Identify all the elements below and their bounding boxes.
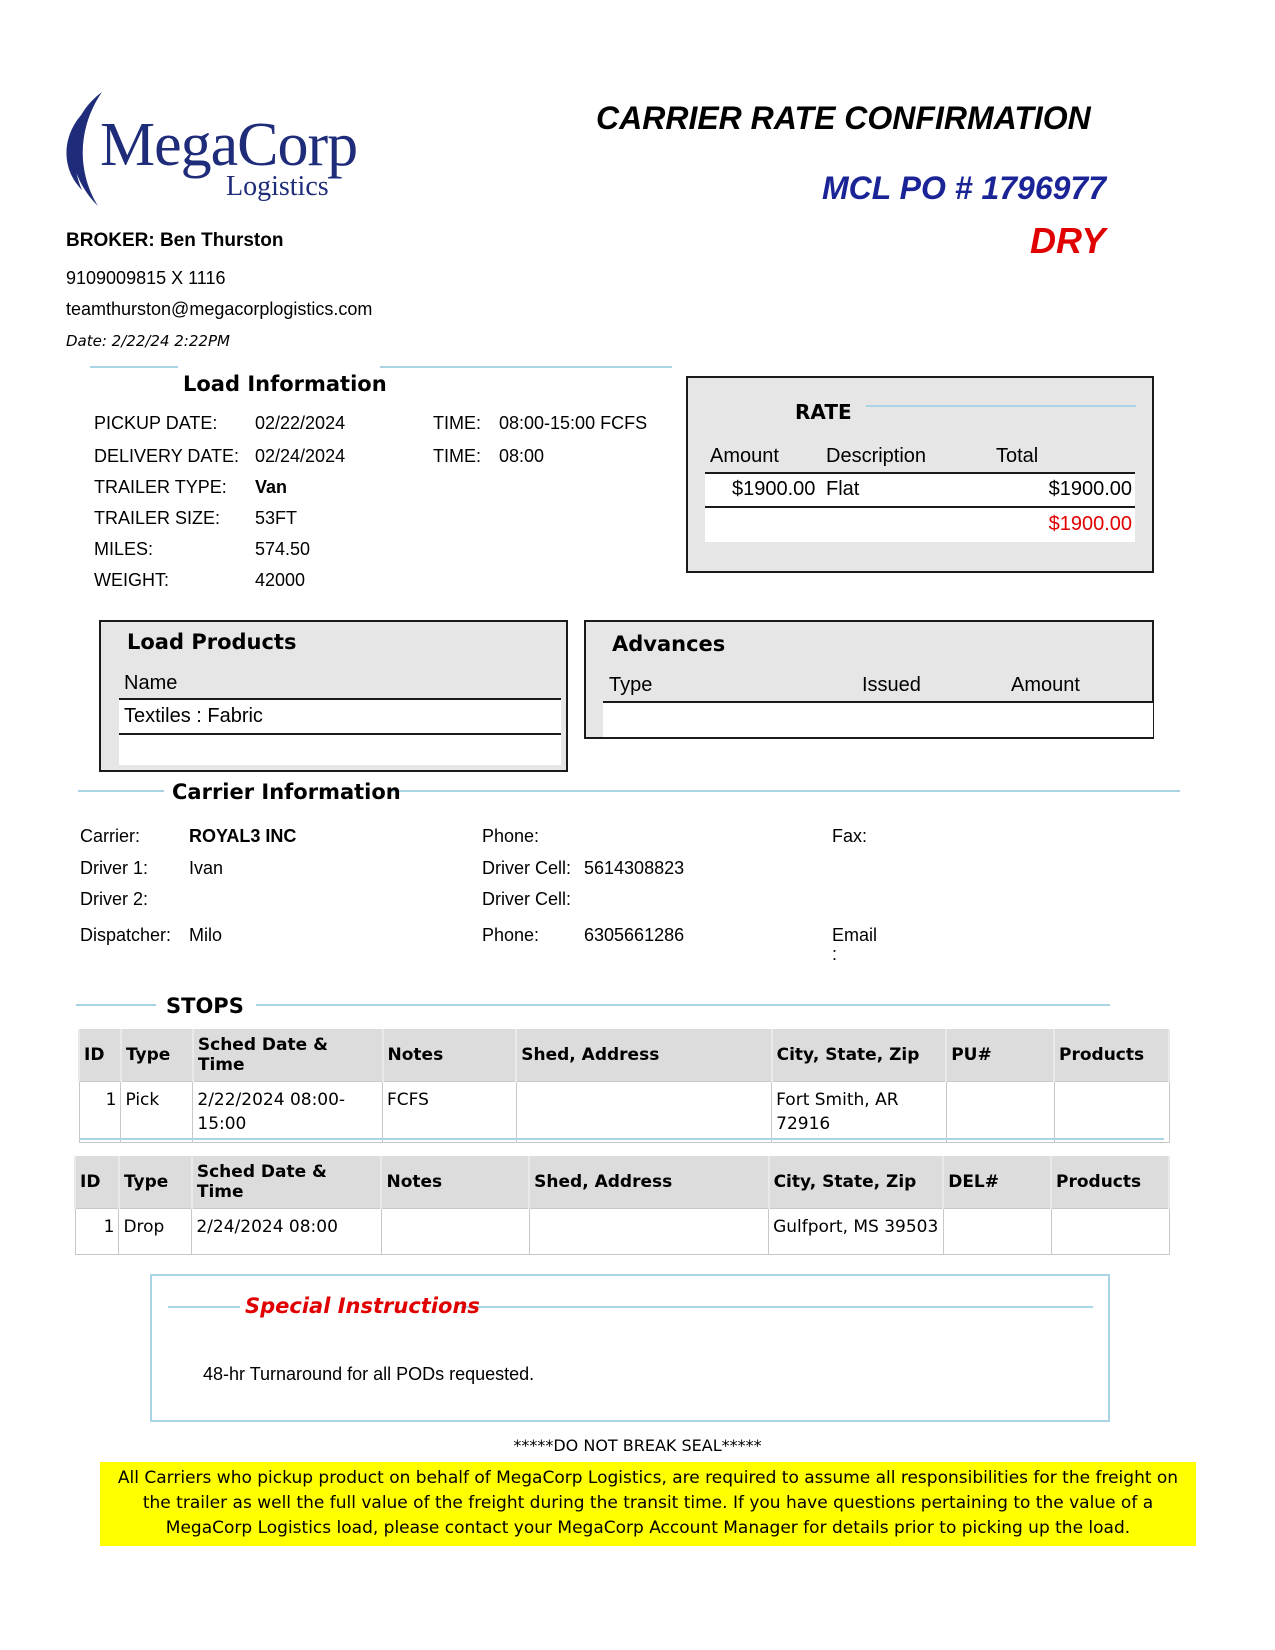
carrier-info-heading: Carrier Information [172, 780, 401, 804]
load-type-badge: DRY [1030, 220, 1106, 261]
table-row [79, 1082, 1169, 1143]
rate-col-total: Total [996, 445, 1039, 467]
table-row [75, 1209, 1169, 1255]
load-products-heading: Load Products [127, 630, 297, 654]
rate-row-amount: $1900.00 [732, 478, 816, 500]
carrier-responsibility-notice: All Carriers who pickup product on behalf of MegaCorp Logistics, are required to assume all responsibilities for the freight on the trailer as well the full value of the freight during the transit time. If you have questions pertaining to the value of a MegaCorp Logistics load, please contact your MegaCorp Account Manager for details prior to picking up the load. [100, 1462, 1196, 1546]
cell-sched: 2/22/2024 08:00-15:00 [193, 1082, 383, 1143]
logo-sub-text: Logistics [226, 171, 329, 202]
email-colon: : [832, 944, 838, 964]
trailer-size-label: TRAILER SIZE: [94, 508, 221, 528]
product-row-empty [119, 735, 561, 765]
divider [256, 1004, 1110, 1006]
stops-heading: STOPS [166, 994, 244, 1018]
delivery-time: 08:00 [499, 446, 545, 466]
col-address: Shed, Address [529, 1156, 768, 1209]
col-id: ID [75, 1156, 119, 1209]
broker-phone: 9109009815 X 1116 [66, 268, 226, 288]
delivery-date: 02/24/2024 [255, 446, 346, 466]
document-title: CARRIER RATE CONFIRMATION [596, 100, 1091, 136]
trailer-type-label: TRAILER TYPE: [94, 477, 227, 497]
rate-row-description: Flat [826, 478, 860, 500]
col-del: DEL# [943, 1156, 1051, 1209]
cell-address [529, 1209, 768, 1255]
product-item: Textiles : Fabric [124, 705, 263, 727]
dispatcher-label: Dispatcher: [80, 925, 172, 945]
cell-notes [381, 1209, 529, 1255]
pick-stops-table [78, 1029, 1170, 1143]
advances-heading: Advances [612, 632, 726, 656]
cell-city: Gulfport, MS 39503 [769, 1209, 944, 1255]
weight: 42000 [255, 570, 306, 590]
miles: 574.50 [255, 539, 311, 559]
products-col-name: Name [124, 672, 178, 694]
pickup-date: 02/22/2024 [255, 413, 346, 433]
col-type: Type [121, 1029, 193, 1082]
cell-id: 1 [79, 1082, 121, 1143]
dispatcher-phone: 6305661286 [584, 925, 685, 945]
divider [168, 1306, 240, 1308]
cell-products [1051, 1209, 1169, 1255]
driver1-name: Ivan [189, 858, 224, 878]
col-products: Products [1054, 1029, 1169, 1082]
seal-warning: *****DO NOT BREAK SEAL***** [513, 1436, 762, 1455]
col-address: Shed, Address [516, 1029, 771, 1082]
broker-name: Ben Thurston [159, 230, 284, 251]
po-number: MCL PO # 1796977 [822, 170, 1107, 206]
trailer-size: 53FT [255, 508, 298, 528]
rate-heading: RATE [795, 400, 852, 424]
col-sched: Sched Date & Time [193, 1029, 383, 1082]
cell-id: 1 [75, 1209, 119, 1255]
divider [392, 790, 1180, 792]
driver2-cell-label: Driver Cell: [482, 889, 572, 909]
driver2-label: Driver 2: [80, 889, 149, 909]
drop-stops-table [74, 1156, 1170, 1255]
divider [461, 1306, 1093, 1308]
email-label: Email [832, 925, 878, 945]
weight-label: WEIGHT: [94, 570, 169, 590]
divider [76, 1004, 156, 1006]
special-instructions-heading: Special Instructions [245, 1294, 480, 1318]
pickup-time-label: TIME: [433, 413, 481, 433]
driver1-cell-label: Driver Cell: [482, 858, 572, 878]
cell-sched: 2/24/2024 08:00 [192, 1209, 382, 1255]
delivery-date-label: DELIVERY DATE: [94, 446, 240, 466]
col-type: Type [119, 1156, 192, 1209]
document-date: Date: 2/22/24 2:22PM [66, 332, 230, 350]
cell-city: Fort Smith, AR 72916 [772, 1082, 947, 1143]
divider [90, 366, 178, 368]
delivery-time-label: TIME: [433, 446, 481, 466]
miles-label: MILES: [94, 539, 154, 559]
cell-type: Pick [121, 1082, 193, 1143]
pickup-date-label: PICKUP DATE: [94, 413, 218, 433]
rate-row-total: $1900.00 [1048, 478, 1132, 500]
special-instructions-text: 48-hr Turnaround for all PODs requested. [203, 1364, 535, 1384]
advances-col-issued: Issued [862, 674, 921, 696]
pickup-time: 08:00-15:00 FCFS [499, 413, 648, 433]
rate-col-amount: Amount [710, 445, 779, 467]
carrier-label: Carrier: [80, 826, 141, 846]
dispatcher-phone-label: Phone: [482, 925, 540, 945]
dispatcher-name: Milo [189, 925, 223, 945]
cell-products [1054, 1082, 1169, 1143]
load-info-heading: Load Information [183, 372, 387, 396]
divider [80, 1138, 1164, 1140]
rate-col-description: Description [826, 445, 927, 467]
divider [380, 366, 672, 368]
driver1-cell: 5614308823 [584, 858, 685, 878]
trailer-type: Van [255, 477, 288, 497]
col-city: City, State, Zip [772, 1029, 947, 1082]
carrier-name: ROYAL3 INC [189, 826, 297, 846]
company-logo [54, 90, 384, 210]
advances-row-empty [603, 703, 1153, 737]
col-id: ID [79, 1029, 121, 1082]
table-header-row [75, 1156, 1169, 1209]
broker-email: teamthurston@megacorplogistics.com [66, 299, 373, 319]
col-notes: Notes [383, 1029, 517, 1082]
cell-type: Drop [119, 1209, 192, 1255]
cell-del [943, 1209, 1051, 1255]
cell-address [516, 1082, 771, 1143]
broker-label: BROKER: [66, 230, 155, 251]
col-city: City, State, Zip [769, 1156, 944, 1209]
broker-line [66, 230, 283, 252]
col-sched: Sched Date & Time [192, 1156, 382, 1209]
divider [78, 790, 164, 792]
cell-notes: FCFS [383, 1082, 517, 1143]
col-notes: Notes [381, 1156, 529, 1209]
driver1-label: Driver 1: [80, 858, 149, 878]
col-products: Products [1051, 1156, 1169, 1209]
rate-grand-total: $1900.00 [1048, 513, 1132, 535]
carrier-fax-label: Fax: [832, 826, 868, 846]
table-header-row [79, 1029, 1169, 1082]
advances-col-type: Type [609, 674, 653, 696]
carrier-phone-label: Phone: [482, 826, 540, 846]
col-pu: PU# [946, 1029, 1054, 1082]
divider [866, 405, 1136, 407]
advances-col-amount: Amount [1011, 674, 1080, 696]
logo-main-text: MegaCorp [100, 111, 358, 179]
cell-pu [946, 1082, 1054, 1143]
